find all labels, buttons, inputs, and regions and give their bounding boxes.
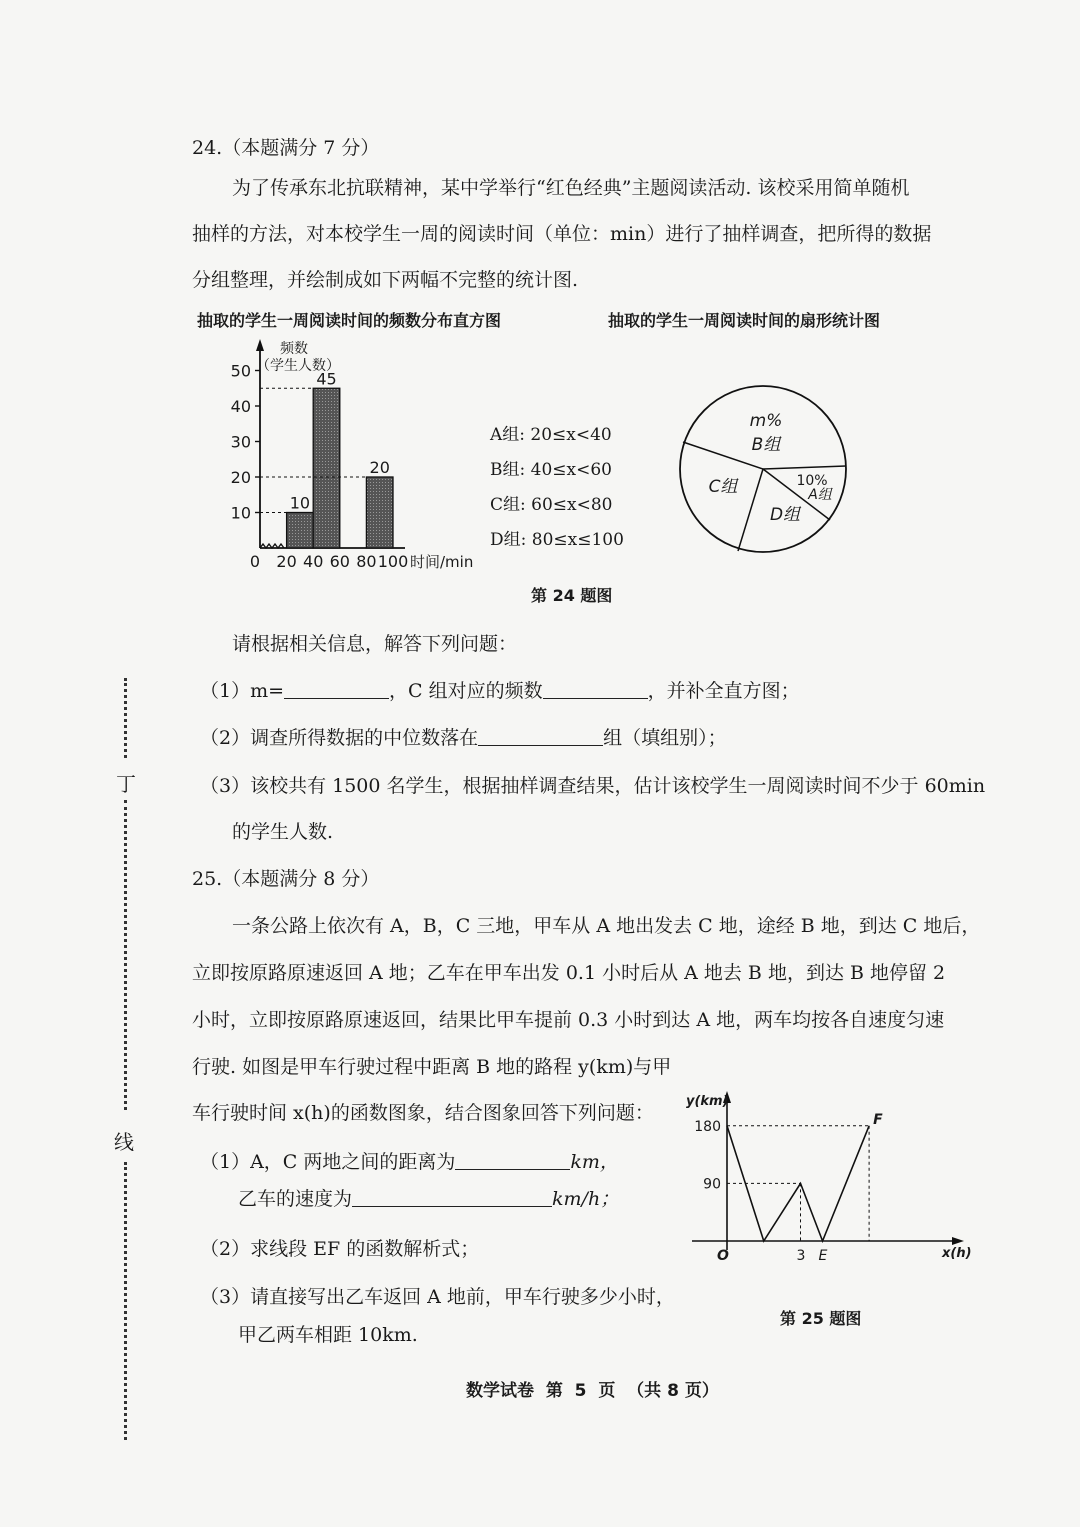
pie-label-d-group: D组 — [769, 505, 801, 525]
histogram-xtick-60: 60 — [329, 552, 350, 571]
pie-label-a-pct: 10% — [796, 473, 828, 489]
graph-xlabel: x(h) — [942, 1246, 972, 1261]
q25-sub1-text-a: （1）A，C 两地之间的距离为 — [200, 1151, 456, 1173]
q25-sub1-unit: km， — [570, 1151, 619, 1173]
histogram-ytick-label-10: 10 — [230, 503, 251, 523]
histogram-title: 抽取的学生一周阅读时间的频数分布直方图 — [197, 311, 502, 330]
binding-mark-ding: 丁 — [116, 772, 136, 796]
legend-c: C组: 60≤x<80 — [490, 495, 613, 515]
q25-para-line-2: 立即按原路原速返回 A 地；乙车在甲车出发 0.1 小时后从 A 地去 B 地，到达 B 地停留 2 — [192, 962, 946, 984]
q25-para-line-1: 一条公路上依次有 A，B，C 三地，甲车从 A 地出发去 C 地，途经 B 地，到达 C 地后， — [232, 915, 981, 937]
legend-a: A组: 20≤x<40 — [490, 425, 612, 445]
histogram-ytick-label-20: 20 — [230, 468, 251, 487]
q24-sub2-text-a: （2）调查所得数据的中位数落在 — [200, 727, 479, 749]
graph-function-line — [727, 1126, 869, 1241]
histogram-xtick-80: 80 — [356, 552, 377, 571]
histogram-ylabel-line1: 频数 — [280, 341, 308, 357]
q24-para-line-2: 抽样的方法，对本校学生一周的阅读时间（单位：min）进行了抽样调查，把所得的数据 — [192, 223, 932, 245]
q24-prompt: 请根据相关信息，解答下列问题： — [232, 633, 518, 655]
q25-para-line-4: 行驶. 如图是甲车行驶过程中距离 B 地的路程 y(km)与甲 — [192, 1056, 672, 1078]
pie-divider-dc — [738, 469, 763, 551]
q25-sub1-unit2: km/h； — [552, 1188, 620, 1210]
q24-sub3-line-2: 的学生人数. — [232, 821, 334, 843]
q25-sub3-line-2: 甲乙两车相距 10km. — [238, 1324, 418, 1346]
q24-para-line-3: 分组整理，并绘制成如下两幅不完整的统计图. — [192, 269, 579, 291]
q24-sub3-line-1: （3）该校共有 1500 名学生，根据抽样调查结果，估计该校学生一周阅读时间不少于 60min — [200, 775, 986, 797]
binding-dotted-line-bottom — [124, 1162, 127, 1440]
c-frequency-blank[interactable] — [543, 680, 648, 699]
car-b-speed-blank[interactable] — [352, 1188, 552, 1207]
histogram-chart — [220, 335, 490, 580]
graph-point-e-label: E — [818, 1248, 828, 1264]
pie-chart — [670, 372, 860, 567]
graph-origin-label: O — [717, 1248, 729, 1264]
q25-sub1-line-2 — [238, 1184, 619, 1211]
histogram-xlabel: 时间/min — [410, 553, 474, 571]
histogram-bar-40-60 — [313, 388, 340, 548]
legend-b: B组: 40≤x<60 — [490, 460, 612, 480]
q24-sub1-text-b: ，C 组对应的频数 — [389, 680, 543, 702]
pie-label-c-group: C组 — [708, 477, 738, 497]
q24-caption: 第 24 题图 — [531, 586, 613, 605]
graph-ytick-180: 180 — [694, 1118, 721, 1135]
group-legend — [490, 418, 624, 558]
histogram-xtick-100: 100 — [377, 552, 409, 571]
histogram-bar-80-100 — [366, 477, 393, 548]
graph-xtick-3: 3 — [796, 1248, 806, 1264]
histogram-bar-label-2: 20 — [369, 458, 390, 477]
histogram-ytick-label-50: 50 — [230, 361, 251, 381]
q25-para-line-5: 车行驶时间 x(h)的函数图象，结合图象回答下列问题： — [192, 1102, 654, 1124]
q24-sub2-text-b: 组（填组别）； — [603, 727, 727, 749]
q24-sub1-text-a: （1）m= — [200, 680, 285, 702]
histogram-xtick-20: 20 — [276, 552, 297, 571]
page-footer: 数学试卷 第 5 页 （共 8 页） — [466, 1381, 719, 1401]
histogram-ylabel-line2: （学生人数） — [256, 358, 340, 374]
histogram-bar-label-1: 45 — [316, 369, 337, 389]
ac-distance-blank[interactable] — [455, 1151, 570, 1170]
histogram-xtick-0: 0 — [249, 552, 261, 571]
histogram-bar-label-0: 10 — [289, 493, 311, 513]
binding-dotted-line-middle — [124, 800, 127, 1110]
q25-caption: 第 25 题图 — [780, 1309, 862, 1328]
q25-sub3-line-1: （3）请直接写出乙车返回 A 地前，甲车行驶多少小时， — [200, 1286, 675, 1308]
legend-d: D组: 80≤x≤100 — [490, 530, 624, 550]
histogram-y-arrow — [256, 339, 264, 351]
histogram-xtick-40: 40 — [303, 552, 324, 571]
graph-x-arrow — [952, 1237, 964, 1245]
q24-header: 24.（本题满分 7 分） — [192, 137, 380, 159]
graph-ytick-90: 90 — [703, 1176, 721, 1193]
q25-sub2: （2）求线段 EF 的函数解析式； — [200, 1238, 480, 1260]
histogram-ytick-label-30: 30 — [230, 432, 251, 452]
q24-sub1 — [200, 676, 800, 703]
pie-label-a-group: A组 — [808, 487, 832, 503]
q25-para-line-3: 小时，立即按原路原速返回，结果比甲车提前 0.3 小时到达 A 地，两车均按各自速度匀速 — [192, 1009, 945, 1031]
binding-mark-xian: 线 — [114, 1130, 134, 1154]
pie-label-b-group: B组 — [751, 435, 781, 455]
q25-sub1-text-b: 乙车的速度为 — [238, 1188, 353, 1210]
q24-sub2 — [200, 723, 727, 750]
pie-divider-ba — [763, 466, 846, 469]
function-graph — [680, 1085, 980, 1275]
histogram-bar-20-40 — [287, 513, 314, 549]
histogram-ytick-label-40: 40 — [230, 397, 251, 416]
m-answer-blank[interactable] — [284, 680, 389, 699]
q25-sub1-line-1 — [200, 1147, 619, 1174]
q24-para-line-1: 为了传承东北抗联精神，某中学举行“红色经典”主题阅读活动. 该校采用简单随机 — [232, 177, 910, 199]
q25-header: 25.（本题满分 8 分） — [192, 868, 380, 890]
graph-ylabel: y(km) — [686, 1094, 729, 1109]
q24-sub1-text-c: ，并补全直方图； — [647, 680, 800, 702]
pie-label-b-pct: m% — [749, 411, 783, 431]
binding-dotted-line-top — [124, 678, 127, 758]
graph-point-f-label: F — [873, 1111, 883, 1128]
pie-title: 抽取的学生一周阅读时间的扇形统计图 — [608, 311, 881, 330]
median-group-blank[interactable] — [478, 727, 603, 746]
